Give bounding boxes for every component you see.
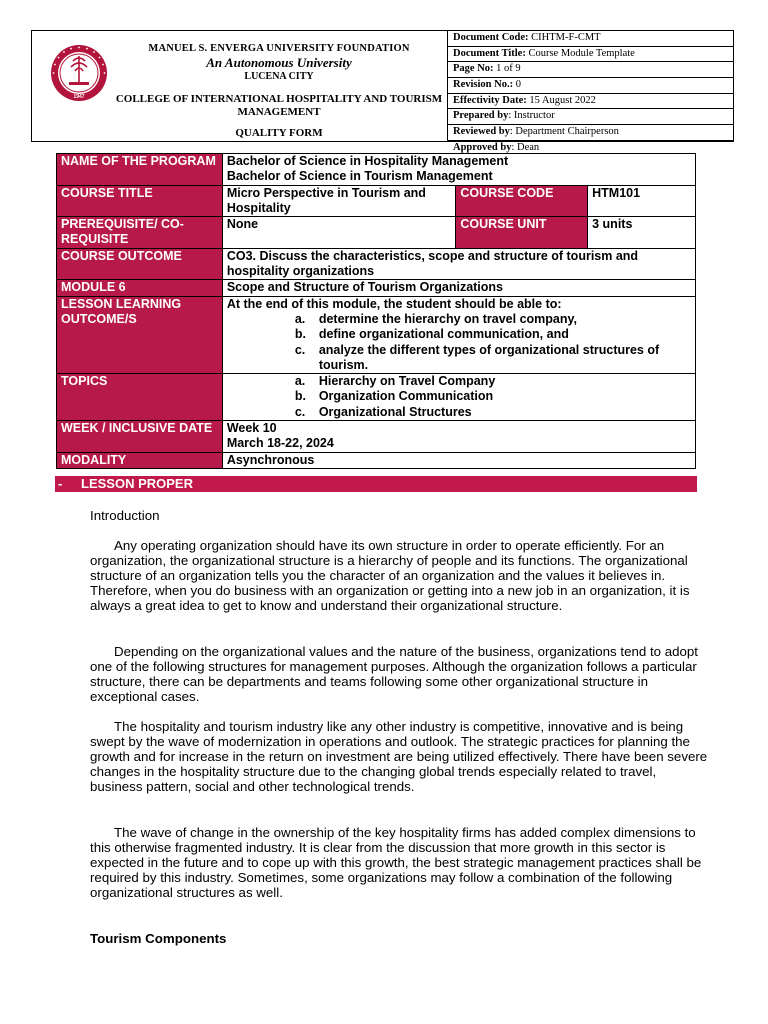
week-number: Week 10 [226, 421, 277, 436]
paragraph-1: Any operating organization should have its own structure in order to operate efficiently. For an organization, the organizational structure is a hierarchy of people and its functions. The organizational structure of an organization tells you the character of an organization and the values it believes in. Therefore, when you do business with an organization or getting into a new job in an organization, it is always a great idea to get to know and understand their organizational structure. [90, 538, 690, 614]
list-item: b. define organizational communication, and [294, 327, 569, 342]
paragraph-2: Depending on the organizational values and the nature of the business, organizations tend to adopt one of the following structures for management purposes. Although the organization follows a particular structure, there can be departments and teams following some other organizational structure in exceptional cases. [90, 644, 699, 705]
meta-row-page-no: Page No: 1 of 9 [448, 62, 734, 78]
meta-row-document-title: Document Title: Course Module Template [448, 47, 734, 63]
course-title-label: COURSE TITLE [57, 185, 223, 217]
row-course-outcome [57, 248, 696, 280]
learning-outcomes-list [227, 312, 691, 373]
university-city: LUCENA CITY [244, 71, 314, 82]
topics-label: TOPICS [57, 374, 223, 421]
course-outcome-label: COURSE OUTCOME [57, 248, 223, 280]
lesson-proper-title: LESSON PROPER [81, 476, 193, 491]
row-program [57, 154, 696, 186]
module-value: Scope and Structure of Tourism Organizations [222, 280, 695, 296]
course-unit-label: COURSE UNIT [456, 217, 588, 249]
learning-outcomes-intro: At the end of this module, the student should be able to: [226, 296, 562, 311]
module-label: MODULE 6 [57, 280, 223, 296]
lesson-proper-bullet: - [58, 476, 63, 491]
lesson-proper-bar [55, 476, 697, 492]
header-university-block [32, 31, 447, 141]
list-item: c. Organizational Structures [294, 404, 472, 419]
week-label: WEEK / INCLUSIVE DATE [57, 421, 223, 453]
list-item: a. determine the hierarchy on travel company, [294, 311, 577, 326]
list-item: a. Hierarchy on Travel Company [294, 374, 496, 389]
learning-outcomes-label: LESSON LEARNING OUTCOME/S [57, 296, 223, 373]
program-value [222, 154, 695, 186]
row-module [57, 280, 696, 296]
paragraph-4: The wave of change in the ownership of the key hospitality firms has added complex dimensions to this otherwise fragmented industry. It is clear from the discussion that more growth in this sector is expected in the future and to cope up with this growth, the best strategic management practices shall be required by this industry. Sometimes, some organizations may follow a combination of the following organizational structures as well. [90, 825, 702, 901]
university-subtitle: An Autonomous University [206, 55, 352, 70]
list-item: c. analyze the different types of organizational structures of tourism. [294, 342, 660, 372]
meta-row-reviewed-by: Reviewed by: Department Chairperson [448, 125, 734, 141]
university-seal-logo [49, 43, 109, 103]
topics-list [227, 374, 691, 420]
course-code-label: COURSE CODE [456, 185, 588, 217]
tourism-components-heading: Tourism Components [90, 931, 227, 946]
list-item: b. Organization Communication [294, 389, 494, 404]
document-meta-table [447, 31, 734, 153]
program-name-1: Bachelor of Science in Hospitality Management [226, 154, 509, 168]
row-modality [57, 452, 696, 468]
paragraph-3: The hospitality and tourism industry like any other industry is competitive, innovative and is being swept by the wave of modernization in operations and outlook. The strategic practices for planning the growth and for increase in the return on investment are being utilized effectively. There have been severe changes in the hospitality structure due to the changing global trends especially related to travel, business pattern, social and other technological trends. [90, 719, 708, 795]
meta-row-approved-by: Approved by: Dean [453, 141, 540, 153]
meta-row-revision-no: Revision No.: 0 [448, 78, 734, 94]
program-name-2: Bachelor of Science in Tourism Management [226, 169, 493, 184]
college-name: COLLEGE OF INTERNATIONAL HOSPITALITY AND TOURISM MANAGEMENT [115, 93, 443, 118]
course-title-value: Micro Perspective in Tourism and Hospitality [222, 185, 456, 217]
modality-label: MODALITY [57, 452, 223, 468]
course-unit-value: 3 units [588, 217, 696, 249]
topics-value [222, 374, 695, 421]
program-label: NAME OF THE PROGRAM [57, 154, 223, 186]
prerequisite-value: None [222, 217, 456, 249]
course-code-value: HTM101 [588, 185, 696, 217]
document-header [31, 30, 734, 153]
row-course-title [57, 185, 696, 217]
course-outcome-value: CO3. Discuss the characteristics, scope and structure of tourism and hospitality organizations [222, 248, 695, 280]
row-learning-outcomes [57, 296, 696, 373]
row-week [57, 421, 696, 453]
inclusive-dates: March 18-22, 2024 [226, 436, 334, 451]
meta-row-prepared-by: Prepared by: Instructor [448, 109, 734, 125]
meta-row-effectivity-date: Effectivity Date: 15 August 2022 [448, 94, 734, 110]
row-prerequisite [57, 217, 696, 249]
meta-row-document-code: Document Code: CIHTM-F-CMT [448, 31, 734, 47]
seal-year-text: 1947 [73, 94, 85, 100]
modality-value: Asynchronous [222, 452, 695, 468]
university-name: MANUEL S. ENVERGA UNIVERSITY FOUNDATION [148, 43, 410, 54]
course-info-table [56, 153, 696, 469]
quality-form-label: QUALITY FORM [235, 127, 323, 139]
week-value [222, 421, 695, 453]
introduction-heading: Introduction [90, 508, 160, 523]
learning-outcomes-value [222, 296, 695, 373]
prerequisite-label: PREREQUISITE/ CO-REQUISITE [57, 217, 223, 249]
row-topics [57, 374, 696, 421]
